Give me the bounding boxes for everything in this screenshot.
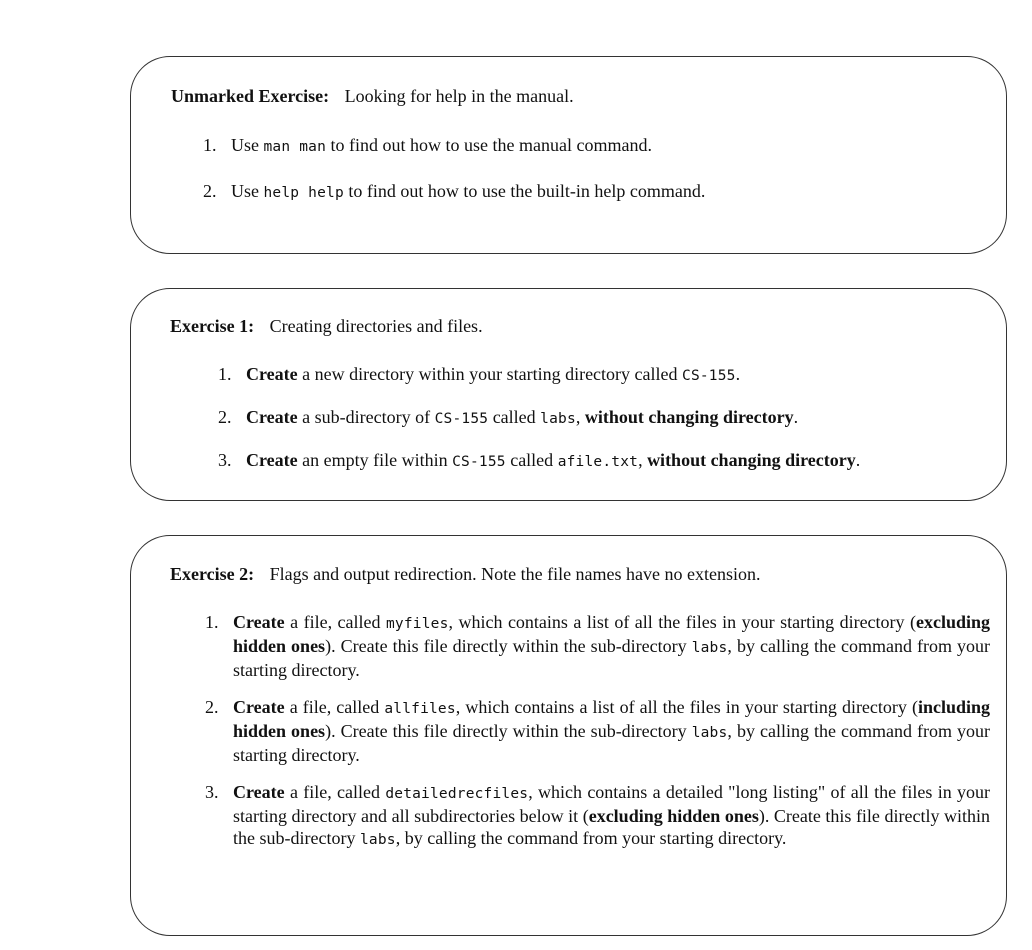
exercise-2-list bbox=[205, 611, 990, 866]
item-number: 2. bbox=[205, 697, 219, 717]
item-number: 2. bbox=[203, 181, 217, 201]
inline-code: CS-155 bbox=[452, 454, 506, 470]
item-emphasis: without changing directory bbox=[584, 407, 794, 427]
exercise-2-label: Exercise 2: bbox=[170, 564, 255, 584]
list-item: 2. Create a sub-directory of CS-155 called labs, without changing directory. bbox=[218, 407, 799, 427]
inline-code: myfiles bbox=[386, 616, 449, 632]
exercise-1-title: Creating directories and files. bbox=[269, 316, 483, 336]
item-text: ). Create this file directly within the sub-directory bbox=[325, 721, 687, 741]
exercise-1-list bbox=[218, 363, 998, 492]
list-item bbox=[203, 134, 983, 158]
inline-code: help help bbox=[263, 185, 344, 201]
list-item bbox=[218, 363, 998, 387]
item-text: , by calling the command from your starting directory. bbox=[233, 721, 991, 765]
item-number: 1. bbox=[205, 612, 219, 632]
unmarked-exercise-box bbox=[130, 56, 1007, 254]
exercise-1-heading bbox=[170, 315, 483, 337]
item-text: , by calling the command from your starting directory. bbox=[233, 636, 991, 680]
unmarked-exercise-heading bbox=[171, 85, 574, 107]
item-number: 1. bbox=[218, 364, 232, 384]
list-item bbox=[203, 180, 983, 204]
item-verb: Create bbox=[246, 407, 298, 427]
item-text: called bbox=[492, 407, 536, 427]
item-text: ). Create this file directly within the sub-directory bbox=[233, 806, 990, 848]
list-item bbox=[205, 781, 990, 851]
item-number: 1. bbox=[203, 135, 217, 155]
item-text: Use bbox=[231, 181, 259, 201]
item-verb: Create bbox=[233, 697, 285, 717]
exercise-2-title: Flags and output redirection. Note the file names have no extension. bbox=[269, 564, 761, 584]
inline-code: afile.txt bbox=[557, 454, 639, 470]
item-verb: Create bbox=[233, 782, 285, 802]
exercise-1-box bbox=[130, 288, 1007, 501]
inline-code: man man bbox=[263, 139, 327, 155]
inline-code: labs bbox=[540, 411, 576, 427]
item-emphasis: including hidden ones bbox=[233, 697, 991, 741]
item-text: Use bbox=[231, 135, 259, 155]
list-item: 3. Create an empty file within CS-155 called afile.txt, without changing directory. bbox=[218, 450, 861, 470]
inline-code: CS-155 bbox=[434, 411, 489, 427]
item-text: . bbox=[735, 364, 741, 384]
unmarked-exercise-title: Looking for help in the manual. bbox=[344, 86, 574, 106]
item-text: . bbox=[793, 407, 799, 427]
item-verb: Create bbox=[246, 450, 298, 470]
item-text: a new directory within your starting directory called bbox=[302, 364, 678, 384]
unmarked-exercise-list bbox=[203, 134, 983, 226]
item-text: a file, called bbox=[289, 782, 381, 802]
inline-code: allfiles bbox=[384, 701, 456, 717]
item-text: to find out how to use the built-in help command. bbox=[348, 181, 706, 201]
item-number: 3. bbox=[218, 450, 232, 470]
item-text: , which contains a detailed "long listing" of all the files in your starting directory and all subdirectories below it ( bbox=[233, 782, 990, 826]
list-item bbox=[205, 696, 990, 766]
item-text: an empty file within bbox=[302, 450, 448, 470]
item-emphasis: excluding hidden ones bbox=[233, 612, 991, 656]
inline-code: labs bbox=[691, 640, 728, 656]
exercise-2-box bbox=[130, 535, 1007, 936]
item-emphasis: without changing directory bbox=[647, 450, 856, 470]
list-item bbox=[205, 611, 990, 681]
item-text: , by calling the command from your starting directory. bbox=[395, 828, 787, 848]
inline-code: labs bbox=[691, 725, 728, 741]
item-text: , which contains a list of all the files in your starting directory ( bbox=[455, 697, 918, 717]
item-text: a file, called bbox=[290, 612, 381, 632]
inline-code: detailedrecfiles bbox=[385, 786, 529, 802]
exercise-1-label: Exercise 1: bbox=[170, 316, 255, 336]
item-emphasis: excluding hidden ones bbox=[588, 806, 759, 826]
item-text: ). Create this file directly within the sub-directory bbox=[325, 636, 687, 656]
item-text: to find out how to use the manual command. bbox=[330, 135, 652, 155]
item-text: called bbox=[510, 450, 554, 470]
item-verb: Create bbox=[233, 612, 285, 632]
item-text: . bbox=[855, 450, 861, 470]
item-number: 2. bbox=[218, 407, 232, 427]
inline-code: labs bbox=[359, 832, 396, 848]
item-text: a file, called bbox=[289, 697, 380, 717]
item-text: a sub-directory of bbox=[302, 407, 431, 427]
inline-code: CS-155 bbox=[682, 368, 736, 384]
item-number: 3. bbox=[205, 782, 219, 802]
item-verb: Create bbox=[246, 364, 298, 384]
unmarked-exercise-label: Unmarked Exercise: bbox=[171, 86, 330, 106]
exercise-2-heading bbox=[170, 563, 761, 585]
item-text: , which contains a list of all the files in your starting directory ( bbox=[448, 612, 917, 632]
